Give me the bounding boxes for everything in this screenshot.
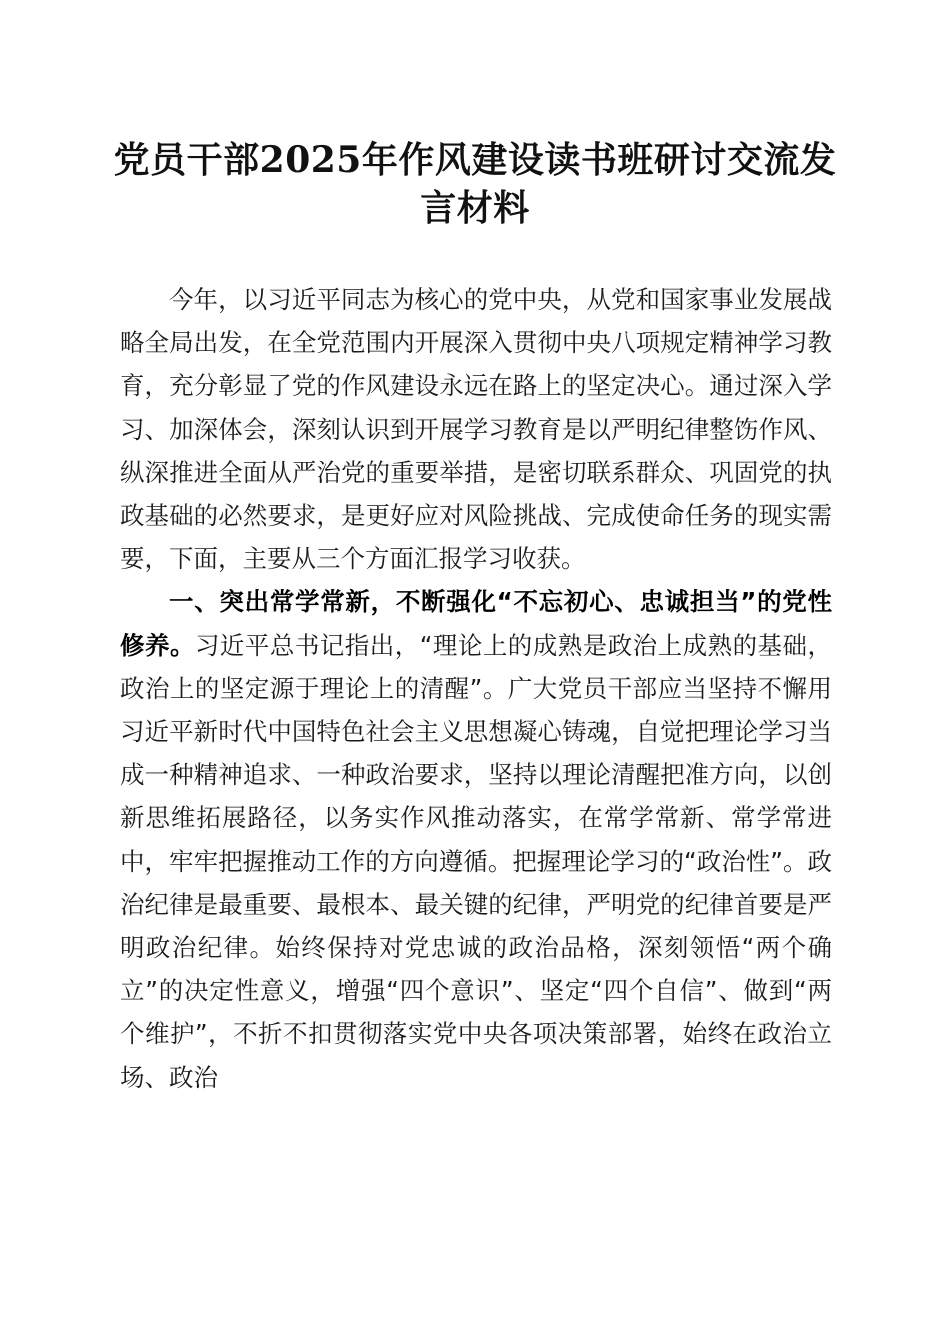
paragraph-intro	[120, 278, 832, 580]
paragraph-intro-text: 今年，以习近平同志为核心的党中央，从党和国家事业发展战略全局出发，在全党范围内开展深入贯彻中央八项规定精神学习教育，充分彰显了党的作风建设永远在路上的坚定决心。通过深入学习、加深体会，深刻认识到开展学习教育是以严明纪律整饬作风、纵深推进全面从严治党的重要举措，是密切联系群众、巩固党的执政基础的必然要求，是更好应对风险挑战、完成使命任务的现实需要，下面，主要从三个方面汇报学习收获。	[120, 285, 832, 574]
document-title: 党员干部2025年作风建设读书班研讨交流发言材料	[113, 139, 837, 229]
paragraph-section-one	[120, 580, 832, 1098]
section-one-heading: 一、突出常学常新，不断强化“不忘初心、忠诚担当”的党性修养。	[120, 587, 832, 660]
section-one-text: 习近平总书记指出，“理论上的成熟是政治上成熟的基础，政治上的坚定源于理论上的清醒”。广大党员干部应当坚持不懈用习近平新时代中国特色社会主义思想凝心铸魂，自觉把理论学习当成一种精神追求、一种政治要求，坚持以理论清醒把准方向，以创新思维拓展路径，以务实作风推动落实，在常学常新、常学常进中，牢牢把握推动工作的方向遵循。把握理论学习的“政治性”。政治纪律是最重要、最根本、最关键的纪律，严明党的纪律首要是严明政治纪律。始终保持对党忠诚的政治品格，深刻领悟“两个确立”的决定性意义，增强“四个意识”、坚定“四个自信”、做到“两个维护”，不折不扣贯彻落实党中央各项决策部署，始终在政治立场、政治	[120, 630, 832, 1092]
document-body	[120, 278, 832, 1099]
